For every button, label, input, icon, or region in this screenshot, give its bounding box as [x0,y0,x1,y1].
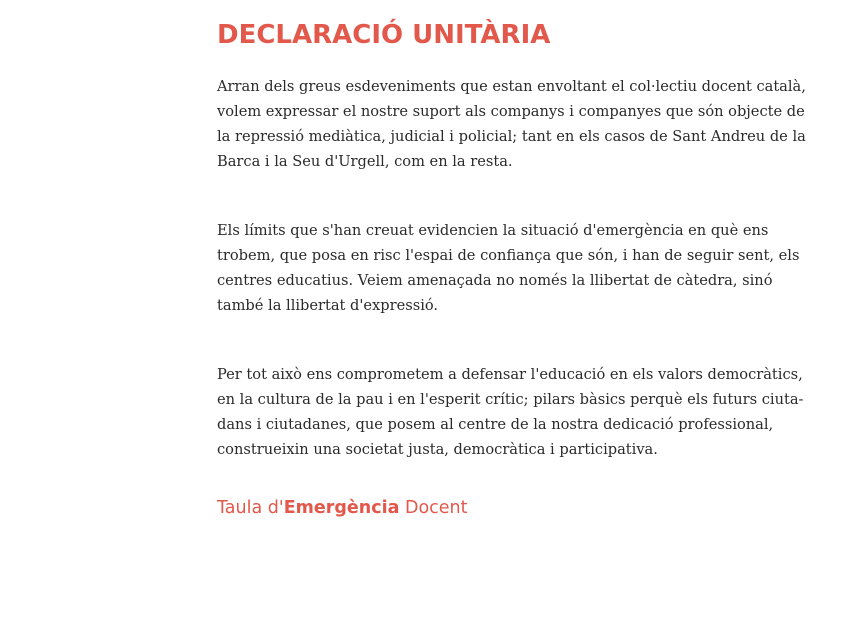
signature-prefix: Taula d' [217,498,284,518]
signature-emphasis: Emergència [283,498,400,518]
signature [217,496,847,520]
paragraph-support: Arran dels greus esdeveniments que estan envoltant el col·lectiu docent català, volem expressar el nostre suport als companys i companyes que són objecte de la repressió mediàtica, judicial i policial; tant en els casos de Sant Andreu de la Barca i la Seu d'Urgell, com en la resta. [217,78,806,170]
paragraph-emergency: Els límits que s'han creuat evidencien la situació d'emergència en què ens trobem, que posa en risc l'espai de confiança que són, i han de seguir sent, els centres educatius. Veiem amenaçada no només la llibertat de càtedra, sinó també la llibertat d'expressió. [217,222,800,314]
document-title: DECLARACIÓ UNITÀRIA [217,20,551,50]
paragraph-commitment: Per tot això ens comprometem a defensar l'educació en els valors democràtics, en la cultura de la pau i en l'esperit crític; pilars bàsics perquè els futurs ciuta- dans i ciutadanes, que posem al centre de la nostra dedicació professional, construeixin una societat justa, democràtica i participativa. [217,366,804,458]
document-content [217,18,847,520]
signature-suffix: Docent [399,498,468,518]
